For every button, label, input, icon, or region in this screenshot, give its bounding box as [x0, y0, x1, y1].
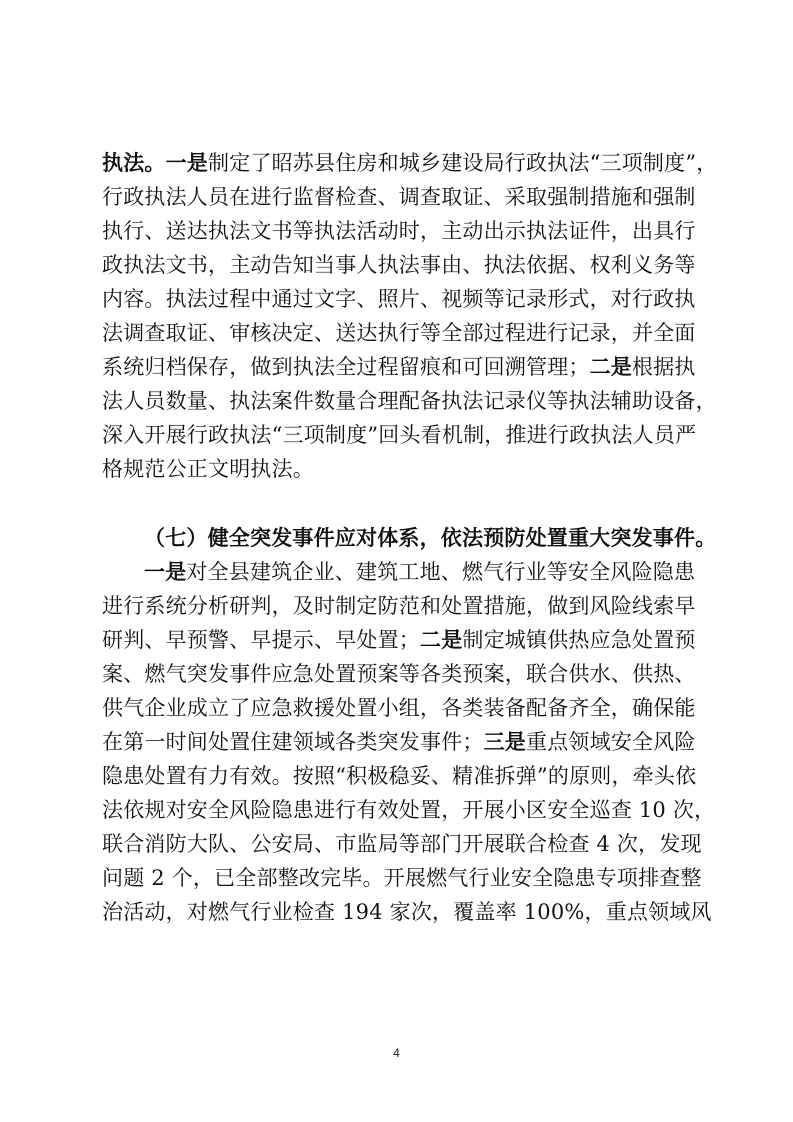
- text-line: 法调查取证、审核决定、送达执行等全部过程进行记录，并全面: [102, 321, 696, 345]
- bold-lead: 执法。一是: [102, 150, 208, 175]
- text-line: 进行系统分析研判，及时制定防范和处置措施，做到风险线索早: [102, 594, 696, 618]
- text-line: 执行、送达执法文书等执法活动时，主动出示执法证件，出具行: [102, 219, 696, 243]
- text-line: 行政执法人员在进行监督检查、调查取证、采取强制措施和强制: [102, 185, 696, 209]
- text-line: 格规范公正文明执法。: [102, 457, 314, 481]
- text-line: 内容。执法过程中通过文字、照片、视频等记录形式，对行政执: [102, 287, 696, 311]
- text-line: 深入开展行政执法“三项制度”回头看机制，推进行政执法人员严: [102, 423, 697, 447]
- text-line: 法人员数量、执法案件数量合理配备执法记录仪等执法辅助设备，: [102, 389, 717, 413]
- text-line: 联合消防大队、公安局、市监局等部门开展联合检查 4 次，发现: [102, 832, 702, 856]
- text-line: 治活动，对燃气行业检查 194 家次，覆盖率 100%，重点领域风: [102, 900, 712, 924]
- bold-lead: 三是: [483, 729, 527, 754]
- text-line: 隐患处置有力有效。按照“积极稳妥、精准拆弹”的原则，牵头依: [102, 764, 697, 788]
- text-line: 在第一时间处置住建领域各类突发事件；三是重点领域安全风险: [102, 729, 696, 754]
- bold-lead: 二是: [589, 354, 633, 379]
- text-line: 研判、早预警、早提示、早处置；二是制定城镇供热应急处置预: [102, 627, 696, 652]
- text-line: 案、燃气突发事件应急处置预案等各类预案，联合供水、供热、: [102, 662, 696, 686]
- text-line: 问题 2 个，已全部整改完毕。开展燃气行业安全隐患专项排查整: [102, 866, 702, 890]
- text-line: 政执法文书，主动告知当事人执法事由、执法依据、权利义务等: [102, 253, 696, 277]
- text-line: 执法。一是制定了昭苏县住房和城乡建设局行政执法“三项制度”，: [102, 150, 718, 175]
- text-line: 系统归档保存，做到执法全过程留痕和可回溯管理；二是根据执: [102, 354, 696, 379]
- text-line: 一是对全县建筑企业、建筑工地、燃气行业等安全风险隐患: [144, 559, 696, 584]
- heading-text: （七）健全突发事件应对体系，依法预防处置重大突发事件。: [144, 525, 717, 550]
- text-line: 法依规对安全风险隐患进行有效处置，开展小区安全巡查 10 次，: [102, 798, 716, 822]
- page-number: 4: [393, 1046, 400, 1060]
- bold-lead: 二是: [420, 627, 463, 652]
- bold-lead: 一是: [144, 559, 187, 584]
- text-line: 供气企业成立了应急救援处置小组，各类装备配备齐全，确保能: [102, 696, 696, 720]
